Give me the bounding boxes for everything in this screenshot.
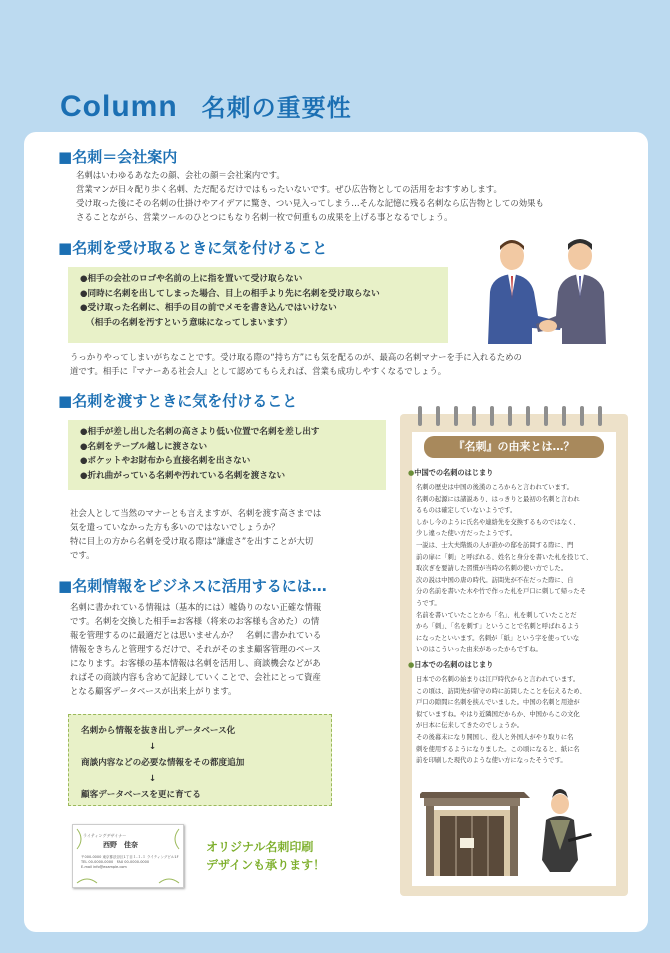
note-line: るものは確定していないようです。 bbox=[416, 507, 517, 515]
section3-heading: ■ 名刺を渡すときに気を付けること bbox=[58, 390, 297, 411]
section2-line: 道です。相手に『マナーある社会人』として認めてもらえれば、営業も成功しやすくなるでしょう。 bbox=[70, 366, 447, 376]
flow-box bbox=[68, 714, 332, 806]
note-line: 刺を使用するようになりました。この頃になると、紙に名 bbox=[416, 745, 580, 753]
card-details bbox=[81, 855, 179, 870]
section1-line: 営業マンが日々配り歩く名刺、ただ配るだけではもったいないです。ぜひ広告物としての活用をおすすめします。 bbox=[76, 184, 502, 194]
section4-line: ればその商談内容も含めて記録していくことで、会社にとって資産 bbox=[70, 672, 321, 682]
note-line: 分の名前を書いた木や竹で作った札を戸口に刺して帰ったそ bbox=[416, 588, 587, 596]
note-heading-japan: ● 日本での名刺のはじまり bbox=[408, 660, 493, 670]
note-line: が日本に伝来してきたのでしょうか。 bbox=[416, 722, 524, 730]
flow-step: 顧客データベースを更に育てる bbox=[81, 790, 201, 800]
note-line: うです。 bbox=[416, 599, 441, 607]
note-line: いのはこういった由来があったからですね。 bbox=[416, 646, 542, 654]
card-line: E-mail info@example.com bbox=[81, 865, 127, 869]
note-line: から「刺」、「名を刺す」ということで名刺と呼ばれるよう bbox=[416, 623, 580, 631]
section4-line: となる顧客データベースが出来上がります。 bbox=[70, 686, 237, 696]
notebook-title: 『名刺』の由来とは…？ bbox=[424, 436, 604, 458]
section2-body bbox=[70, 350, 625, 378]
note-line: 次の説は中国の唐の時代。訪問先が不在だった際に、自 bbox=[416, 576, 574, 584]
section3-line: 気を遣っていなかった方も多いのではないでしょうか？ bbox=[70, 522, 280, 532]
section3-body bbox=[70, 506, 388, 562]
section3-points-box bbox=[68, 420, 386, 490]
section2-point: （相手の名刺を汚すという意味になってしまいます） bbox=[86, 317, 293, 328]
section2-points-box bbox=[68, 267, 448, 343]
section1-line: 名刺はいわゆるあなたの顔、会社の顔＝会社案内です。 bbox=[76, 170, 285, 180]
note-line: 少し違った使い方だったようです。 bbox=[416, 530, 517, 538]
card-role: ライティングデザイナー bbox=[83, 833, 127, 838]
section3-point: ●ポケットやお財布から直接名刺を出さない bbox=[80, 456, 251, 466]
promo-line: デザインも承ります！ bbox=[206, 858, 326, 872]
card-line: TEL 00-0000-0000 FAX 00-0000-0000 bbox=[81, 860, 150, 864]
note-line: この頃は、訪問先が留守の時に訪問したことを伝えるため、 bbox=[416, 687, 586, 695]
page-header bbox=[60, 88, 352, 124]
header-title: Column bbox=[60, 90, 178, 123]
note-heading-china: ● 中国での名刺のはじまり bbox=[408, 468, 493, 478]
section1-heading: ■ 名刺＝会社案内 bbox=[58, 146, 177, 167]
section3-line: です。 bbox=[70, 550, 95, 560]
section1-body bbox=[76, 168, 616, 224]
notebook-rings bbox=[400, 406, 628, 426]
note-body-japan bbox=[416, 674, 612, 767]
section1-line: 受け取った後にその名刺の仕掛けやアイデアに驚き、つい見入ってしまう…そんな記憶に残る名刺なら広告物としての効果も bbox=[76, 198, 544, 208]
note-line: になったといいます。名刺が「紙」という字を使っていな bbox=[416, 634, 580, 642]
section4-line: になります。お客様の基本情報は名刺を活用し、商談機会などがあ bbox=[70, 658, 321, 668]
section2-line: うっかりやってしまいがちなことです。受け取る際の“持ち方”にも気を配るのが、最高の名刺マナーを手に入れるための bbox=[70, 352, 522, 362]
section3-line: 特に目上の方から名刺を受け取る際は“謙虚さ”を出すことが大切 bbox=[70, 536, 314, 546]
flow-arrow: ↓ bbox=[149, 774, 157, 784]
promo-text bbox=[206, 838, 325, 874]
note-line: 日本での名刺の始まりは江戸時代からと言われています。 bbox=[416, 676, 580, 683]
note-line: 取次ぎを要請した習慣が当時の名刺の使い方でした。 bbox=[416, 565, 568, 573]
section3-line: 社会人として当然のマナーとも言えますが、名刺を渡す高さまでは bbox=[70, 508, 322, 518]
samurai-figure bbox=[542, 789, 592, 872]
note-line: 名刺の起源には諸説あり、はっきりと最初の名刺と言われ bbox=[416, 495, 580, 503]
note-line: 戸口の隙間に名刺を挟んでいました。中国の名刺と用途が bbox=[416, 699, 580, 707]
section4-heading: ■ 名刺情報をビジネスに活用するには… bbox=[58, 575, 327, 596]
section3-point: ●相手が差し出した名刺の高さより低い位置で名刺を差し出す bbox=[80, 427, 320, 437]
note-body-china bbox=[416, 482, 612, 656]
section4-line: 名刺に書かれている情報は（基本的には）嘘偽りのない正確な情報 bbox=[70, 602, 322, 612]
section4-line: 情報をきちんと管理するだけで、それがそのまま顧客管理のベース bbox=[70, 644, 321, 654]
section4-body bbox=[70, 600, 388, 698]
note-line: その後幕末になり開国し、役人と外国人がやり取りに名 bbox=[416, 733, 574, 741]
section3-point: ●名刺をテーブル越しに渡さない bbox=[80, 441, 208, 452]
section2-point: ●受け取った名刺に、相手の目の前でメモを書き込んではいけない bbox=[80, 303, 337, 313]
note-line: 前を印刷した現代のような使い方になったそうです。 bbox=[416, 757, 567, 765]
note-line: 前の扉に「刺」と呼ばれる、姓名と身分を書いた札を投じて、 bbox=[416, 553, 593, 561]
business-card-sample bbox=[72, 824, 184, 888]
card-name: 西野 佳奈 bbox=[103, 841, 138, 849]
japanese-gate bbox=[420, 792, 530, 876]
flow-arrow: ↓ bbox=[149, 742, 157, 752]
edo-illustration bbox=[420, 780, 600, 876]
flow-step: 商談内容などの必要な情報をその都度追加 bbox=[81, 758, 245, 768]
section2-heading: ■ 名刺を受け取るときに気を付けること bbox=[58, 237, 327, 258]
section2-point: ●相手の会社のロゴや名前の上に指を置いて受け取らない bbox=[80, 274, 303, 284]
section4-line: 報を管理するのに最適だとは思いませんか？ 名刺に書かれている bbox=[70, 630, 322, 640]
note-line: 名前を書いていたことから「名」、札を刺していたことだ bbox=[416, 611, 577, 619]
section1-line: さることながら、営業ツールのひとつにもなり名刺一枚で何重もの成果を上げる事となるでしょう。 bbox=[76, 212, 453, 222]
card-line: 〒000-0000 東京都渋谷区1丁目１-１-１ ライティングビル1F bbox=[81, 855, 179, 859]
flow-step: 名刺から情報を抜き出しデータベース化 bbox=[81, 726, 236, 736]
section4-line: です。名刺を交換した相手=お客様（将来のお客様も含めた）の情 bbox=[70, 616, 320, 626]
section3-point: ●折れ曲がっている名刺や汚れている名刺を渡さない bbox=[80, 470, 286, 481]
promo-line: オリジナル名刺印刷 bbox=[206, 840, 314, 854]
note-line: 名刺の歴史は中国の後漢のころからと言われています。 bbox=[416, 484, 573, 491]
note-line: 一説は、士大夫階級の人が誰かの邸を訪問する際に、門 bbox=[416, 541, 574, 549]
header-subtitle: 名刺の重要性 bbox=[201, 94, 352, 122]
handshake-illustration bbox=[466, 236, 626, 344]
section2-point: ●同時に名刺を出してしまった場合、目上の相手より先に名刺を受け取らない bbox=[80, 288, 380, 299]
note-line: しかし今のように氏名や連絡先を交換するものではなく、 bbox=[416, 518, 580, 526]
note-line: 似ていますね。やはり近隣国だからか、中国からこの文化 bbox=[416, 710, 580, 718]
